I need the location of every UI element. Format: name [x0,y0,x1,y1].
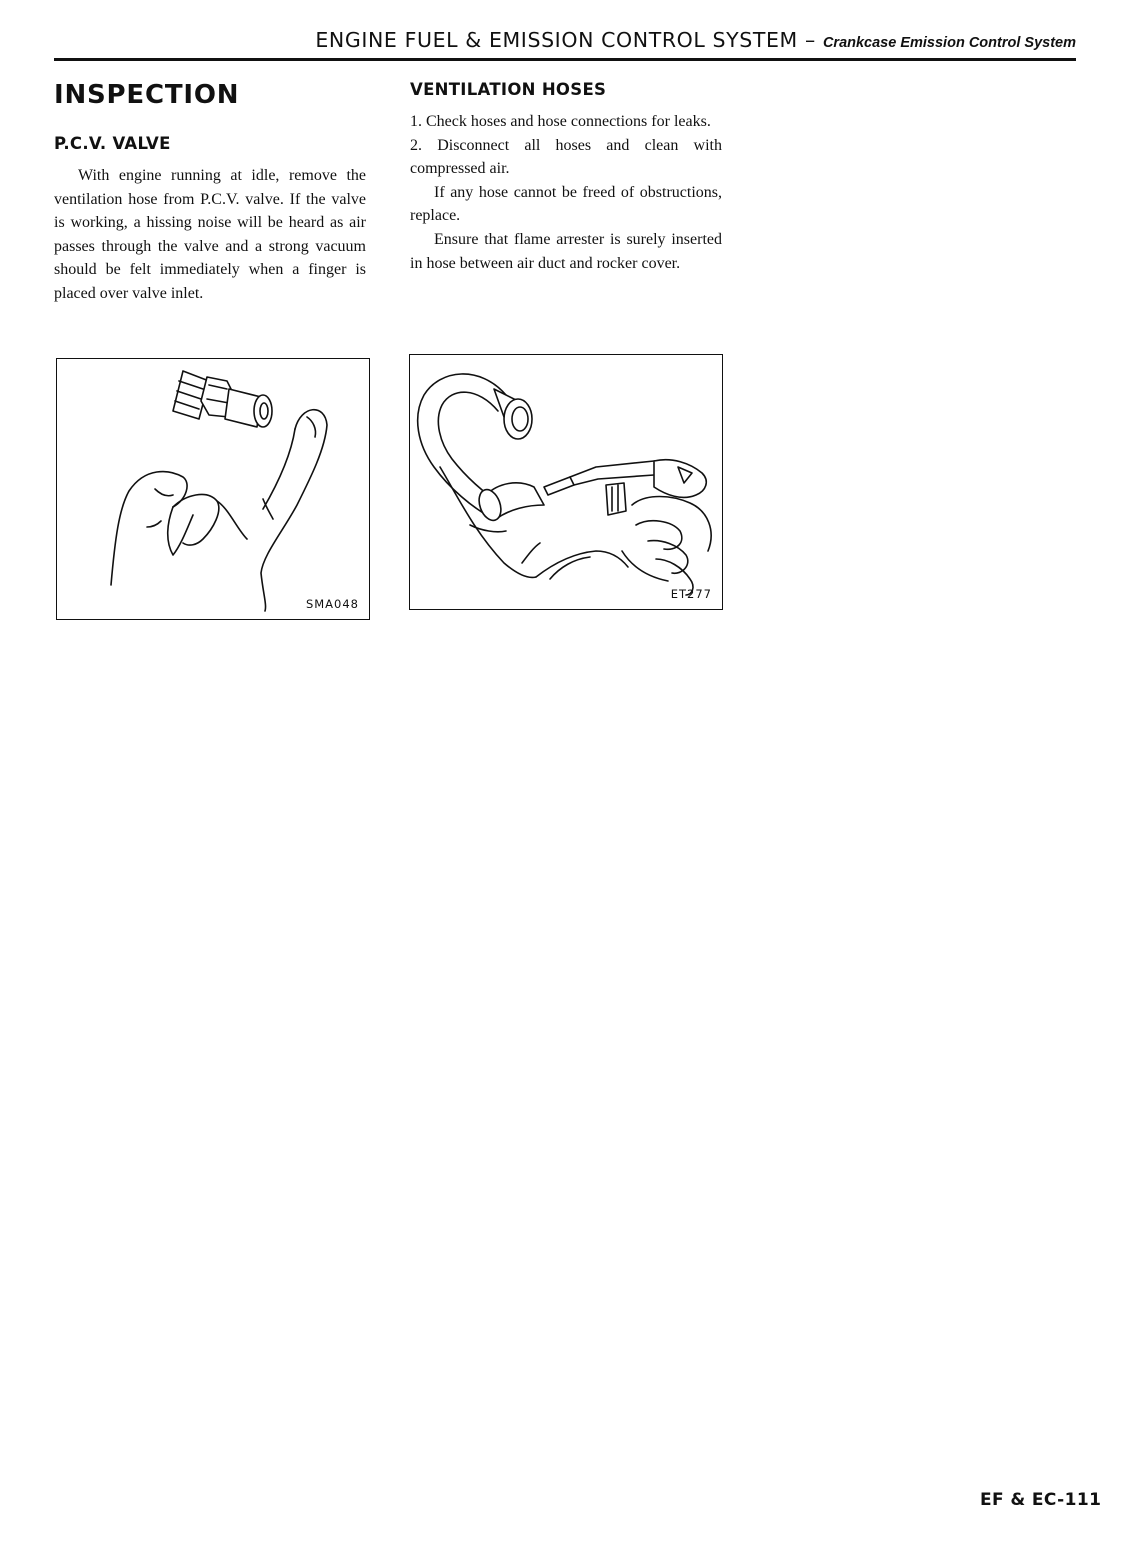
header-separator: – [797,28,823,52]
section-heading-inspection: INSPECTION [54,80,240,110]
figure-code-sma048: SMA048 [305,597,359,611]
figure-ventilation-hoses [409,354,723,610]
header-rule [54,58,1076,61]
hoses-step-1: 1. Check hoses and hose connections for leaks. [410,113,711,130]
pcv-valve-text [54,164,366,306]
figure-code-et277: ET277 [670,587,712,601]
hoses-step-2: 2. Disconnect all hoses and clean with compressed air. [410,136,722,178]
hose-cleaning-illustration [410,355,724,611]
header-title: ENGINE FUEL & EMISSION CONTROL SYSTEM [315,28,798,52]
pcv-valve-heading: P.C.V. VALVE [54,134,171,153]
ventilation-hoses-text [410,110,722,275]
pcv-valve-paragraph: With engine running at idle, remove the ventilation hose from P.C.V. valve. If the valve is working, a hissing noise will be heard as air passes through the valve and a strong vacuum should be felt immediately when a finger is placed over valve inlet. [54,167,366,302]
hoses-note-2: Ensure that flame arrester is surely inserted in hose between air duct and rocker cover. [410,230,722,272]
figure-pcv-valve [56,358,370,620]
page-header [54,28,1076,58]
ventilation-hoses-heading: VENTILATION HOSES [410,80,607,99]
hoses-note-1: If any hose cannot be freed of obstructions, replace. [410,183,722,225]
pcv-valve-illustration [57,359,371,621]
header-subtitle: Crankcase Emission Control System [822,35,1076,51]
page-number: EF & EC-111 [980,1490,1102,1510]
